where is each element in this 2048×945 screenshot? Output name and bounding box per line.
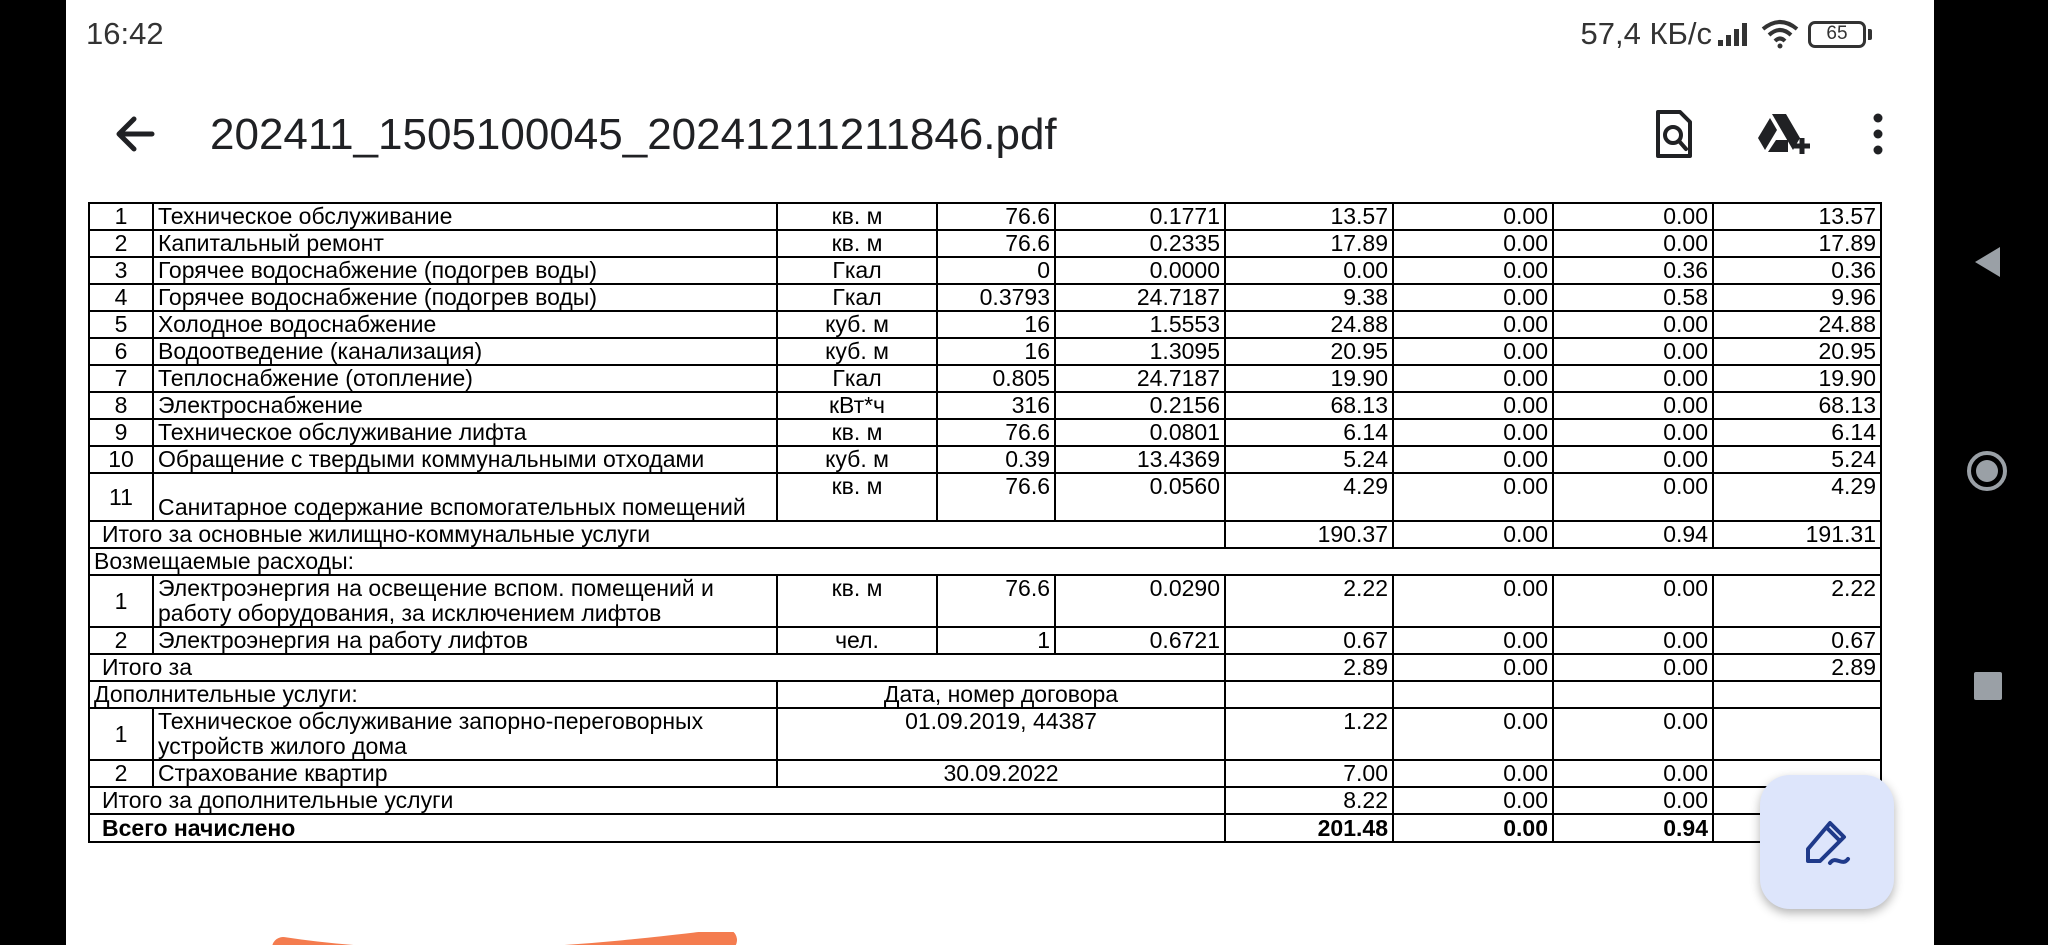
service-name: Электроснабжение <box>153 392 777 419</box>
amount-cell: 0.00 <box>1393 257 1553 284</box>
amount-cell: 9.96 <box>1713 284 1881 311</box>
row-number: 1 <box>89 575 153 627</box>
app-bar <box>66 66 1934 202</box>
more-vert-icon[interactable] <box>1848 104 1908 164</box>
service-name: Электроэнергия на работу лифтов <box>153 627 777 654</box>
total-label: Итого за <box>89 654 1225 681</box>
table-row <box>89 760 1881 787</box>
row-number: 2 <box>89 627 153 654</box>
service-name: Техническое обслуживание <box>153 203 777 230</box>
row-number: 2 <box>89 760 153 787</box>
total-amount: 190.37 <box>1225 521 1393 548</box>
edit-pen-icon <box>1800 815 1854 869</box>
rate-cell: 24.7187 <box>1055 284 1225 311</box>
volume-cell: 316 <box>937 392 1055 419</box>
rate-cell: 0.0290 <box>1055 575 1225 627</box>
table-row <box>89 365 1881 392</box>
rate-cell: 0.0801 <box>1055 419 1225 446</box>
row-number: 8 <box>89 392 153 419</box>
rate-cell: 0.1771 <box>1055 203 1225 230</box>
network-speed: 57,4 КБ/с <box>1580 16 1712 51</box>
edit-fab-button[interactable] <box>1760 775 1894 909</box>
pdf-viewport[interactable] <box>66 202 1934 945</box>
total-label: Всего начислено <box>89 814 1225 842</box>
amount-cell: 0.00 <box>1393 760 1553 787</box>
section-row <box>89 681 1881 708</box>
amount-cell: 0.00 <box>1393 419 1553 446</box>
row-number: 4 <box>89 284 153 311</box>
status-time: 16:42 <box>86 16 164 51</box>
service-name: Водоотведение (канализация) <box>153 338 777 365</box>
amount-cell: 1.22 <box>1225 708 1393 760</box>
row-number: 1 <box>89 203 153 230</box>
amount-cell: 2.22 <box>1713 575 1881 627</box>
service-name: Горячее водоснабжение (подогрев воды) <box>153 257 777 284</box>
wifi-icon <box>1760 19 1800 49</box>
total-row <box>89 787 1881 814</box>
amount-cell: 0.00 <box>1553 575 1713 627</box>
row-number: 10 <box>89 446 153 473</box>
row-number: 5 <box>89 311 153 338</box>
amount-cell: 68.13 <box>1225 392 1393 419</box>
total-amount: 0.00 <box>1393 654 1553 681</box>
amount-cell: 0.00 <box>1393 473 1553 521</box>
amount-cell: 4.29 <box>1713 473 1881 521</box>
amount-cell: 0.00 <box>1553 473 1713 521</box>
amount-cell: 0.00 <box>1553 230 1713 257</box>
contract-header: Дата, номер договора <box>777 681 1225 708</box>
amount-cell: 0.00 <box>1553 760 1713 787</box>
battery-icon: 65 <box>1808 21 1866 48</box>
amount-cell: 0.00 <box>1393 392 1553 419</box>
table-row <box>89 575 1881 627</box>
total-amount: 0.00 <box>1393 521 1553 548</box>
total-amount: 0.94 <box>1553 521 1713 548</box>
service-name: Обращение с твердыми коммунальными отходами <box>153 446 777 473</box>
amount-cell: 0.00 <box>1393 230 1553 257</box>
total-amount: 0.00 <box>1553 654 1713 681</box>
volume-cell: 1 <box>937 627 1055 654</box>
volume-cell: 0 <box>937 257 1055 284</box>
section-title: Возмещаемые расходы: <box>89 548 1881 575</box>
total-amount: 191.31 <box>1713 521 1881 548</box>
amount-cell: 24.88 <box>1225 311 1393 338</box>
table-row <box>89 627 1881 654</box>
rate-cell: 1.5553 <box>1055 311 1225 338</box>
rate-cell: 0.2335 <box>1055 230 1225 257</box>
unit-cell: кв. м <box>777 230 937 257</box>
empty-cell <box>1713 681 1881 708</box>
row-number: 7 <box>89 365 153 392</box>
amount-cell: 0.36 <box>1553 257 1713 284</box>
amount-cell: 0.00 <box>1553 627 1713 654</box>
amount-cell: 0.00 <box>1553 203 1713 230</box>
rate-cell: 0.2156 <box>1055 392 1225 419</box>
amount-cell: 0.00 <box>1553 446 1713 473</box>
unit-cell: Гкал <box>777 284 937 311</box>
amount-cell: 0.00 <box>1553 708 1713 760</box>
status-bar <box>66 0 1934 66</box>
rate-cell: 0.0000 <box>1055 257 1225 284</box>
total-row <box>89 521 1881 548</box>
service-name: Техническое обслуживание запорно-переговорных устройств жилого дома <box>153 708 777 760</box>
table-row <box>89 230 1881 257</box>
amount-cell: 0.67 <box>1713 627 1881 654</box>
volume-cell: 76.6 <box>937 203 1055 230</box>
service-name: Техническое обслуживание лифта <box>153 419 777 446</box>
amount-cell: 2.22 <box>1225 575 1393 627</box>
table-row <box>89 284 1881 311</box>
amount-cell <box>1713 708 1881 760</box>
amount-cell: 20.95 <box>1225 338 1393 365</box>
amount-cell: 0.00 <box>1393 575 1553 627</box>
unit-cell: Гкал <box>777 365 937 392</box>
total-amount: 0.00 <box>1393 814 1553 842</box>
service-name: Электроэнергия на освещение вспом. помещений и работу оборудования, за исключением лифтов <box>153 575 777 627</box>
amount-cell: 7.00 <box>1225 760 1393 787</box>
table-row <box>89 257 1881 284</box>
amount-cell: 6.14 <box>1225 419 1393 446</box>
amount-cell: 20.95 <box>1713 338 1881 365</box>
amount-cell: 0.00 <box>1553 419 1713 446</box>
volume-cell: 0.39 <box>937 446 1055 473</box>
amount-cell: 5.24 <box>1225 446 1393 473</box>
amount-cell: 0.00 <box>1553 392 1713 419</box>
amount-cell: 0.00 <box>1393 365 1553 392</box>
amount-cell: 0.00 <box>1393 311 1553 338</box>
amount-cell: 13.57 <box>1225 203 1393 230</box>
service-name: Холодное водоснабжение <box>153 311 777 338</box>
amount-cell: 6.14 <box>1713 419 1881 446</box>
service-name: Теплоснабжение (отопление) <box>153 365 777 392</box>
amount-cell: 0.00 <box>1225 257 1393 284</box>
signal-icon <box>1716 20 1754 48</box>
unit-cell: куб. м <box>777 311 937 338</box>
service-name: Страхование квартир <box>153 760 777 787</box>
table-row <box>89 419 1881 446</box>
volume-cell: 0.805 <box>937 365 1055 392</box>
service-name: Санитарное содержание вспомогательных помещений <box>153 473 777 521</box>
redaction-scribble <box>271 932 738 945</box>
total-row <box>89 654 1881 681</box>
table-row <box>89 392 1881 419</box>
total-amount: 2.89 <box>1225 654 1393 681</box>
rate-cell: 0.6721 <box>1055 627 1225 654</box>
unit-cell: кВт*ч <box>777 392 937 419</box>
amount-cell: 19.90 <box>1225 365 1393 392</box>
add-to-drive-icon[interactable] <box>1752 104 1812 164</box>
table-row <box>89 473 1881 521</box>
amount-cell: 13.57 <box>1713 203 1881 230</box>
phone-screen <box>66 0 1934 945</box>
amount-cell: 0.00 <box>1393 203 1553 230</box>
amount-cell: 24.88 <box>1713 311 1881 338</box>
service-name: Горячее водоснабжение (подогрев воды) <box>153 284 777 311</box>
total-amount: 0.00 <box>1553 787 1713 814</box>
amount-cell: 0.00 <box>1393 708 1553 760</box>
status-right <box>1581 16 1872 52</box>
table-row <box>89 203 1881 230</box>
total-label: Итого за дополнительные услуги <box>89 787 1225 814</box>
amount-cell: 0.58 <box>1553 284 1713 311</box>
amount-cell: 0.00 <box>1393 627 1553 654</box>
nav-recents-icon[interactable] <box>1974 672 2002 700</box>
amount-cell: 0.00 <box>1553 365 1713 392</box>
total-row <box>89 814 1881 842</box>
amount-cell: 17.89 <box>1225 230 1393 257</box>
amount-cell: 0.00 <box>1393 446 1553 473</box>
row-number: 11 <box>89 473 153 521</box>
table-row <box>89 338 1881 365</box>
contract-cell: 30.09.2022 <box>777 760 1225 787</box>
unit-cell: куб. м <box>777 338 937 365</box>
amount-cell: 9.38 <box>1225 284 1393 311</box>
volume-cell: 16 <box>937 338 1055 365</box>
nav-back-icon[interactable] <box>1972 245 2002 279</box>
volume-cell: 0.3793 <box>937 284 1055 311</box>
system-nav-bar <box>1934 0 2048 945</box>
total-amount: 0.94 <box>1553 814 1713 842</box>
amount-cell: 0.00 <box>1553 311 1713 338</box>
row-number: 9 <box>89 419 153 446</box>
volume-cell: 16 <box>937 311 1055 338</box>
amount-cell: 17.89 <box>1713 230 1881 257</box>
total-amount: 201.48 <box>1225 814 1393 842</box>
row-number: 2 <box>89 230 153 257</box>
document-title: 202411_1505100045_20241211211846.pdf <box>210 110 1057 159</box>
amount-cell: 0.00 <box>1393 284 1553 311</box>
volume-cell: 76.6 <box>937 419 1055 446</box>
empty-cell <box>1393 681 1553 708</box>
service-name: Капитальный ремонт <box>153 230 777 257</box>
empty-cell <box>1225 681 1393 708</box>
unit-cell: куб. м <box>777 446 937 473</box>
document-search-icon[interactable] <box>1644 104 1704 164</box>
table-row <box>89 446 1881 473</box>
table-row <box>89 311 1881 338</box>
rate-cell: 0.0560 <box>1055 473 1225 521</box>
rate-cell: 1.3095 <box>1055 338 1225 365</box>
empty-cell <box>1553 681 1713 708</box>
section-title: Дополнительные услуги: <box>89 681 777 708</box>
amount-cell: 0.36 <box>1713 257 1881 284</box>
row-number: 1 <box>89 708 153 760</box>
amount-cell: 68.13 <box>1713 392 1881 419</box>
row-number: 3 <box>89 257 153 284</box>
row-number: 6 <box>89 338 153 365</box>
nav-home-icon[interactable] <box>1966 450 2008 492</box>
amount-cell: 0.00 <box>1393 338 1553 365</box>
total-label: Итого за основные жилищно-коммунальные услуги <box>89 521 1225 548</box>
unit-cell: кв. м <box>777 575 937 627</box>
amount-cell: 19.90 <box>1713 365 1881 392</box>
section-row <box>89 548 1881 575</box>
unit-cell: кв. м <box>777 203 937 230</box>
unit-cell: Гкал <box>777 257 937 284</box>
contract-cell: 01.09.2019, 44387 <box>777 708 1225 760</box>
arrow-left-icon[interactable] <box>106 104 166 164</box>
amount-cell: 0.67 <box>1225 627 1393 654</box>
amount-cell: 5.24 <box>1713 446 1881 473</box>
volume-cell: 76.6 <box>937 230 1055 257</box>
amount-cell: 0.00 <box>1553 338 1713 365</box>
rate-cell: 24.7187 <box>1055 365 1225 392</box>
volume-cell: 76.6 <box>937 575 1055 627</box>
unit-cell: кв. м <box>777 419 937 446</box>
charges-table <box>88 202 1882 843</box>
unit-cell: чел. <box>777 627 937 654</box>
amount-cell: 4.29 <box>1225 473 1393 521</box>
total-amount: 0.00 <box>1393 787 1553 814</box>
total-amount: 8.22 <box>1225 787 1393 814</box>
unit-cell: кв. м <box>777 473 937 521</box>
table-row <box>89 708 1881 760</box>
total-amount: 2.89 <box>1713 654 1881 681</box>
rate-cell: 13.4369 <box>1055 446 1225 473</box>
volume-cell: 76.6 <box>937 473 1055 521</box>
